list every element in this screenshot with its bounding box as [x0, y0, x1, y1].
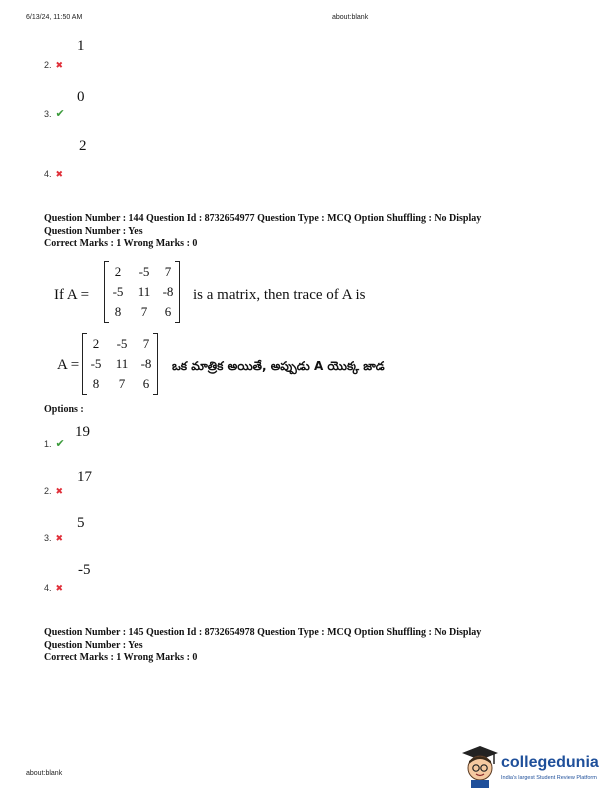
- meta-line: Question Number : Yes: [44, 639, 143, 651]
- meta-line: Correct Marks : 1 Wrong Marks : 0: [44, 238, 198, 249]
- matrix-cell: 6: [164, 304, 172, 319]
- meta-line: Question Number : 145 Question Id : 8732654978 Question Type : MCQ Option Shuffling : No Display: [44, 627, 482, 638]
- cross-icon: ✖: [55, 487, 64, 497]
- option-4: [44, 578, 63, 596]
- cross-icon: ✖: [55, 584, 64, 594]
- option-value: 5: [77, 515, 85, 531]
- matrix-cell: 7: [164, 264, 172, 279]
- stem-prefix: If A =: [54, 287, 90, 303]
- matrix-cell: 7: [142, 336, 150, 351]
- question-144-meta: [44, 213, 481, 251]
- matrix-cell: 11: [137, 284, 151, 299]
- print-title: about:blank: [332, 14, 369, 21]
- options-label: Options :: [44, 404, 84, 415]
- option-number: 4.: [44, 583, 52, 593]
- telugu-prefix: A =: [57, 357, 80, 373]
- matrix-cell: 7: [118, 376, 126, 391]
- stem-suffix: is a matrix, then trace of A is: [193, 287, 366, 303]
- cross-icon: ✖: [55, 61, 64, 71]
- prev-option-value: 0: [77, 89, 85, 105]
- meta-line: Correct Marks : 1 Wrong Marks : 0: [44, 652, 198, 663]
- prev-option-2: [44, 55, 63, 73]
- matrix-telugu: [82, 334, 158, 394]
- matrix-cell: -8: [140, 356, 152, 371]
- matrix-cell: 6: [142, 376, 150, 391]
- option-number: 4.: [44, 169, 52, 179]
- logo-name: collegedunia: [501, 754, 599, 771]
- matrix-english: [104, 262, 180, 322]
- meta-line: Question Number : 144 Question Id : 8732654977 Question Type : MCQ Option Shuffling : No Display: [44, 213, 482, 224]
- collegedunia-logo: [461, 744, 611, 788]
- option-value: 17: [77, 469, 92, 485]
- matrix-cell: -8: [162, 284, 174, 299]
- telugu-suffix: ఒక మాత్రిక అయితే, అప్పుడు A యొక్క జాడ: [172, 359, 385, 373]
- option-value: 19: [75, 424, 90, 440]
- matrix-cell: -5: [90, 356, 102, 371]
- matrix-cell: 11: [115, 356, 129, 371]
- matrix-cell: -5: [116, 336, 128, 351]
- matrix-cell: 8: [114, 304, 122, 319]
- option-3: [44, 528, 63, 546]
- prev-option-value: 1: [77, 38, 85, 54]
- footer-url: about:blank: [26, 770, 63, 777]
- option-2: [44, 481, 63, 499]
- question-145-meta: [44, 627, 481, 665]
- prev-option-value: 2: [79, 138, 87, 154]
- logo-tagline: India's largest Student Review Platform: [501, 775, 597, 781]
- option-number: 1.: [44, 439, 52, 449]
- option-number: 3.: [44, 109, 52, 119]
- mascot-icon: [461, 744, 499, 788]
- cross-icon: ✖: [55, 534, 64, 544]
- option-1: [44, 434, 65, 452]
- option-number: 2.: [44, 60, 52, 70]
- matrix-cell: 2: [92, 336, 100, 351]
- check-icon: ✔: [55, 107, 65, 120]
- check-icon: ✔: [55, 437, 65, 450]
- meta-line: Question Number : Yes: [44, 225, 143, 237]
- option-number: 3.: [44, 533, 52, 543]
- prev-option-4: [44, 164, 63, 182]
- cross-icon: ✖: [55, 170, 64, 180]
- matrix-cell: 8: [92, 376, 100, 391]
- prev-option-3: [44, 104, 65, 122]
- matrix-cell: -5: [112, 284, 124, 299]
- option-number: 2.: [44, 486, 52, 496]
- print-datetime: 6/13/24, 11:50 AM: [26, 14, 83, 21]
- matrix-cell: 7: [140, 304, 148, 319]
- matrix-cell: 2: [114, 264, 122, 279]
- matrix-cell: -5: [138, 264, 150, 279]
- option-value: -5: [78, 562, 91, 578]
